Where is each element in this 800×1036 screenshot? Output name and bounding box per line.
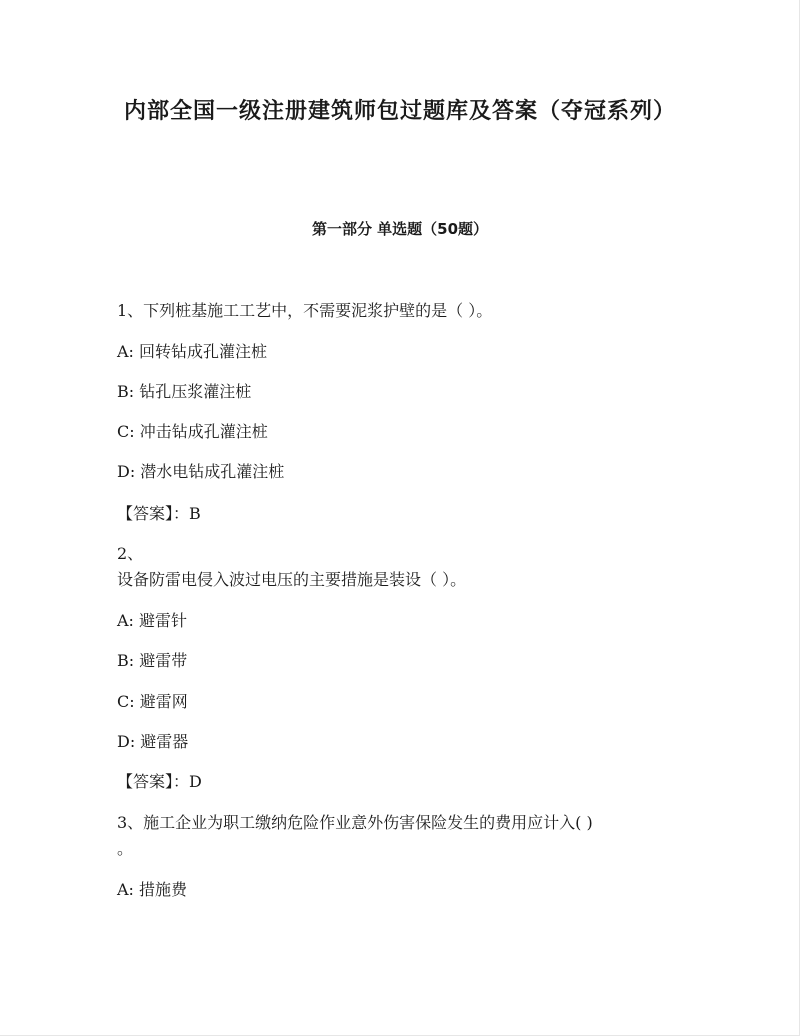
question-1-option-d: D: 潜水电钻成孔灌注桩 xyxy=(117,462,285,481)
question-1-stem: 1、下列桩基施工工艺中，不需要泥浆护壁的是（ ）。 xyxy=(117,301,493,320)
question-1-option-c: C: 冲击钻成孔灌注桩 xyxy=(117,422,268,441)
question-1-answer xyxy=(117,503,201,525)
question-2-answer xyxy=(117,771,202,793)
question-2-option-d: D: 避雷器 xyxy=(117,732,189,751)
question-2-option-b: B: 避雷带 xyxy=(117,651,188,670)
question-3-option-a: A: 措施费 xyxy=(117,880,188,899)
question-3-stem: 3、施工企业为职工缴纳危险作业意外伤害保险发生的费用应计入( ) xyxy=(117,813,593,832)
question-1-option-b: B: 钻孔压浆灌注桩 xyxy=(117,382,252,401)
question-1-option-a: A: 回转钻成孔灌注桩 xyxy=(117,342,268,361)
question-2-stem: 设备防雷电侵入波过电压的主要措施是装设（ ）。 xyxy=(117,570,467,589)
question-3-stem-continuation: 。 xyxy=(117,839,134,858)
question-2-option-c: C: 避雷网 xyxy=(117,692,188,711)
section-heading: 第一部分 单选题（50题） xyxy=(311,220,489,238)
answer-value: D xyxy=(189,772,202,791)
answer-label: 【答案】： xyxy=(117,504,190,523)
answer-label: 【答案】： xyxy=(117,772,190,791)
question-2-option-a: A: 避雷针 xyxy=(117,611,188,630)
document-title: 内部全国一级注册建筑师包过题库及答案（夺冠系列） xyxy=(123,98,676,124)
answer-value: B xyxy=(189,504,201,523)
question-2-number: 2、 xyxy=(117,544,144,563)
